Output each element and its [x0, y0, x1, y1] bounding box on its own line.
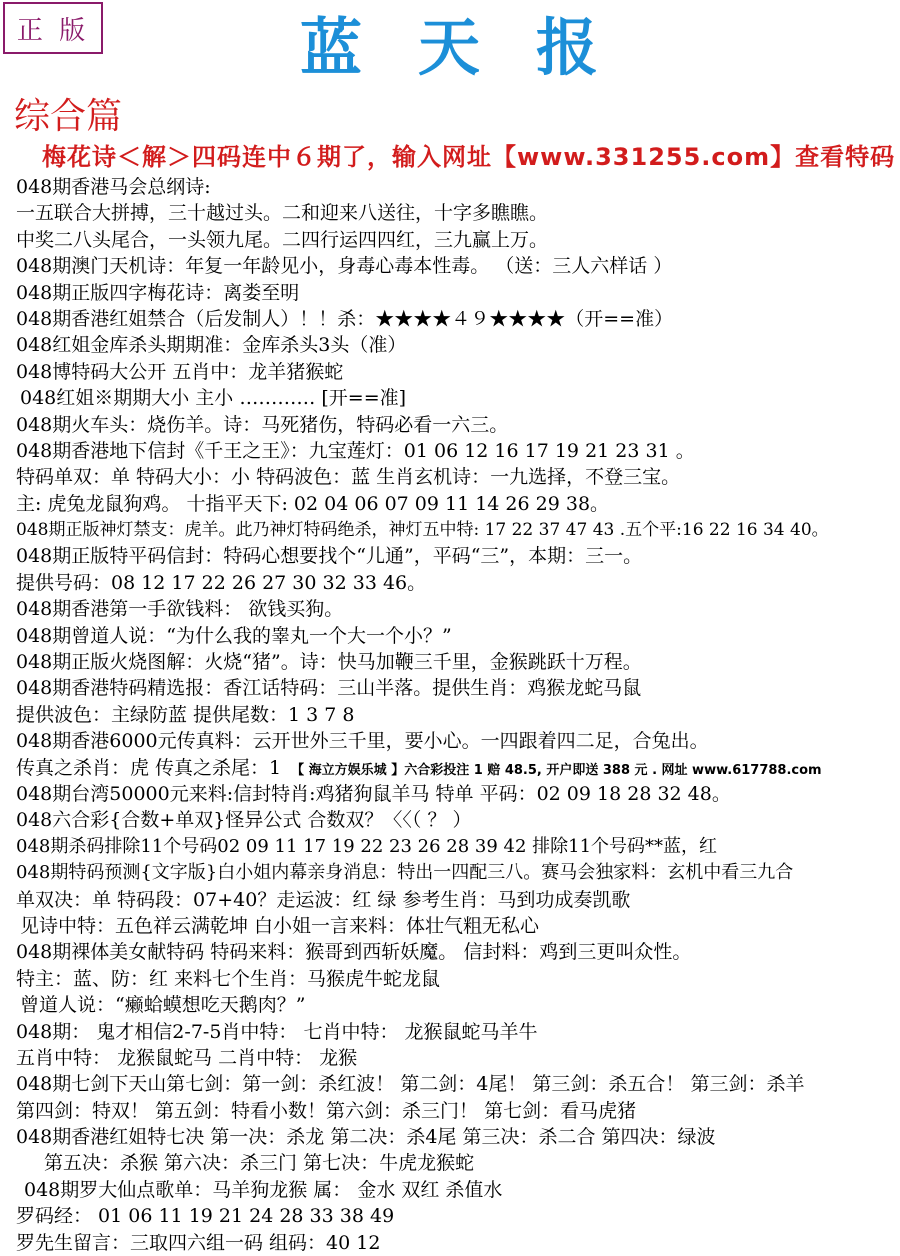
text-line: [0, 253, 900, 279]
text-line: [0, 596, 900, 622]
line-text: 048期罗大仙点歌单：马羊狗龙猴 属： 金水 双红 杀值水: [24, 1178, 503, 1201]
text-line: [0, 306, 900, 332]
text-line: [0, 280, 900, 306]
text-line: [0, 992, 900, 1018]
line-text: 特主：蓝、防：红 来料七个生肖：马猴虎牛蛇龙鼠: [16, 967, 441, 990]
promo-banner: 梅花诗＜解＞四码连中６期了，输入网址【www.331255.com】查看特码: [42, 143, 896, 171]
line-text: 048期正版神灯禁支：虎羊。此乃神灯特码绝杀，神灯五中特: 17 22 37 47 43 .五个平:16 22 16 34 40。: [16, 520, 829, 541]
line-text: 048红姐金库杀头期期准：金库杀头3头（准）: [16, 334, 407, 357]
text-line: [0, 913, 900, 939]
text-line: [0, 438, 900, 464]
line-text: 中奖二八头尾合，一头领九尾。二四行运四四红，三九赢上万。: [16, 228, 549, 251]
edition-badge: 正 版: [3, 2, 103, 54]
text-line: [0, 570, 900, 596]
text-line: [0, 807, 900, 833]
text-line: [0, 1045, 900, 1071]
text-line: [0, 702, 900, 728]
line-text: 048期香港6000元传真料：云开世外三千里，要小心。一四跟着四二足，合兔出。: [16, 730, 709, 753]
text-line: [0, 834, 900, 860]
line-text: 048期香港红姐禁合（后发制人）！！杀：★★★★４９★★★★（开==准）: [16, 307, 674, 330]
text-line: [0, 491, 900, 517]
text-line: [0, 966, 900, 992]
text-line: [0, 1124, 900, 1150]
text-line: [0, 728, 900, 754]
text-line: [0, 412, 900, 438]
line-text: 048博特码大公开 五肖中：龙羊猪猴蛇: [16, 360, 344, 383]
line-text: 提供号码：08 12 17 22 26 27 30 32 33 46。: [16, 571, 427, 594]
text-line: [0, 755, 900, 781]
masthead-title: 蓝天报: [300, 11, 655, 84]
line-text: 048期： 鬼才相信2-7-5肖中特： 七肖中特： 龙猴鼠蛇马羊牛: [16, 1020, 538, 1043]
text-line: [0, 1150, 900, 1176]
line-text: 048期特码预测{文字版}白小姐内幕亲身消息：特出一四配三八。赛马会独家料：玄机中看三九合: [16, 862, 794, 884]
text-line: [0, 939, 900, 965]
text-line: [0, 359, 900, 385]
line-text: 048期香港特码精选报：香江话特码：三山半落。提供生肖：鸡猴龙蛇马鼠: [16, 677, 642, 700]
text-line: [0, 649, 900, 675]
text-line: [0, 200, 900, 226]
line-text: 048期香港第一手欲钱料： 欲钱买狗。: [16, 598, 344, 621]
line-text: 048期火车头：烧伤羊。诗：马死猪伤，特码必看一六三。: [16, 413, 509, 436]
text-line: [0, 227, 900, 253]
line-text: 048期澳门天机诗：年复一年龄见小，身毒心毒本性毒。 （送：三人六样话 ）: [16, 255, 673, 278]
line-text: 主: 虎兔龙鼠狗鸡。 十指平天下: 02 04 06 07 09 11 14 26 29 38。: [16, 492, 610, 515]
line-text: 特码单双：单 特码大小：小 特码波色：蓝 生肖玄机诗：一九选择，不登三宝。: [16, 466, 681, 489]
line-text: 048期正版特平码信封：特码心想要找个“儿通”，平码“三”，本期：三一。: [16, 545, 643, 568]
text-line: [0, 332, 900, 358]
line-text: 048期七剑下天山第七剑：第一剑：杀红波！ 第二剑：4尾！ 第三剑：杀五合！ 第三剑：杀羊: [16, 1073, 805, 1096]
line-text: 第四剑：特双！ 第五剑：特看小数！第六剑：杀三门！ 第七剑：看马虎猪: [16, 1099, 637, 1122]
line-text: 见诗中特：五色祥云满乾坤 白小姐一言来料：体壮气粗无私心: [20, 914, 540, 937]
line-text: 提供波色：主绿防蓝 提供尾数：1 3 7 8: [16, 703, 355, 726]
line-text: 048期台湾50000元来料:信封特肖:鸡猪狗鼠羊马 特单 平码：02 09 18 28 32 48。: [16, 782, 731, 805]
casino-ad: 【 海立方娱乐城 】六合彩投注 1 赔 48.5, 开户即送 388 元 . 网址 www.617788.com: [291, 762, 822, 778]
line-text: 一五联合大拼搏，三十越过头。二和迎来八送往，十字多瞧瞧。: [16, 202, 549, 225]
line-text: 单双决：单 特码段：07+40？走运波：红 绿 参考生肖：马到功成奏凯歌: [16, 888, 631, 911]
text-line: [0, 887, 900, 913]
line-text: 048期裸体美女献特码 特码来料：猴哥到西斩妖魔。 信封料：鸡到三更叫众性。: [16, 941, 692, 964]
line-text: 048期香港马会总纲诗:: [16, 176, 211, 198]
text-line: [0, 1230, 900, 1256]
line-text: 048期正版四字梅花诗：离娄至明: [16, 281, 300, 304]
line-text: 第五决：杀猴 第六决：杀三门 第七决：牛虎龙猴蛇: [44, 1152, 475, 1175]
text-line: [0, 675, 900, 701]
content-lines: [0, 174, 900, 1256]
text-line: [0, 860, 900, 886]
line-text: 五肖中特： 龙猴鼠蛇马 二肖中特： 龙猴: [16, 1046, 358, 1069]
text-line: [0, 623, 900, 649]
line-text: 传真之杀肖：虎 传真之杀尾：1: [16, 756, 282, 779]
line-text: 048期杀码排除11个号码02 09 11 17 19 22 23 26 28 39 42 排除11个号码**蓝，红: [16, 835, 718, 857]
text-line: [0, 1071, 900, 1097]
section-title: 综合篇: [14, 96, 123, 137]
text-line: [0, 1177, 900, 1203]
text-line: [0, 543, 900, 569]
text-line: [0, 385, 900, 411]
text-line: [0, 1019, 900, 1045]
line-text: 048六合彩{合数+单双}怪异公式 合数双？〈〈（ ？ ）: [16, 809, 472, 832]
line-text: 048红姐※期期大小 主小 ………… [开==准]: [20, 387, 407, 410]
line-text: 罗先生留言：三取四六组一码 组码：40 12: [16, 1231, 381, 1254]
text-line: [0, 1203, 900, 1229]
line-text: 048期香港红姐特七决 第一决：杀龙 第二决：杀4尾 第三决：杀二合 第四决：绿波: [16, 1126, 716, 1149]
line-text: 罗码经： 01 06 11 19 21 24 28 33 38 49: [16, 1205, 395, 1228]
text-line: [0, 464, 900, 490]
line-text: 048期正版火烧图解：火烧“猪”。诗：快马加鞭三千里，金猴跳跃十万程。: [16, 651, 642, 674]
line-text: 曾道人说：“癞蛤蟆想吃天鹅肉？”: [20, 994, 306, 1017]
line-text: 048期香港地下信封《千王之王》：九宝莲灯：01 06 12 16 17 19 21 23 31 。: [16, 439, 695, 462]
text-line: [0, 1098, 900, 1124]
text-line: [0, 781, 900, 807]
text-line: [0, 517, 900, 543]
text-line: [0, 174, 900, 200]
line-text: 048期曾道人说：“为什么我的睾丸一个大一个小？”: [16, 624, 452, 647]
